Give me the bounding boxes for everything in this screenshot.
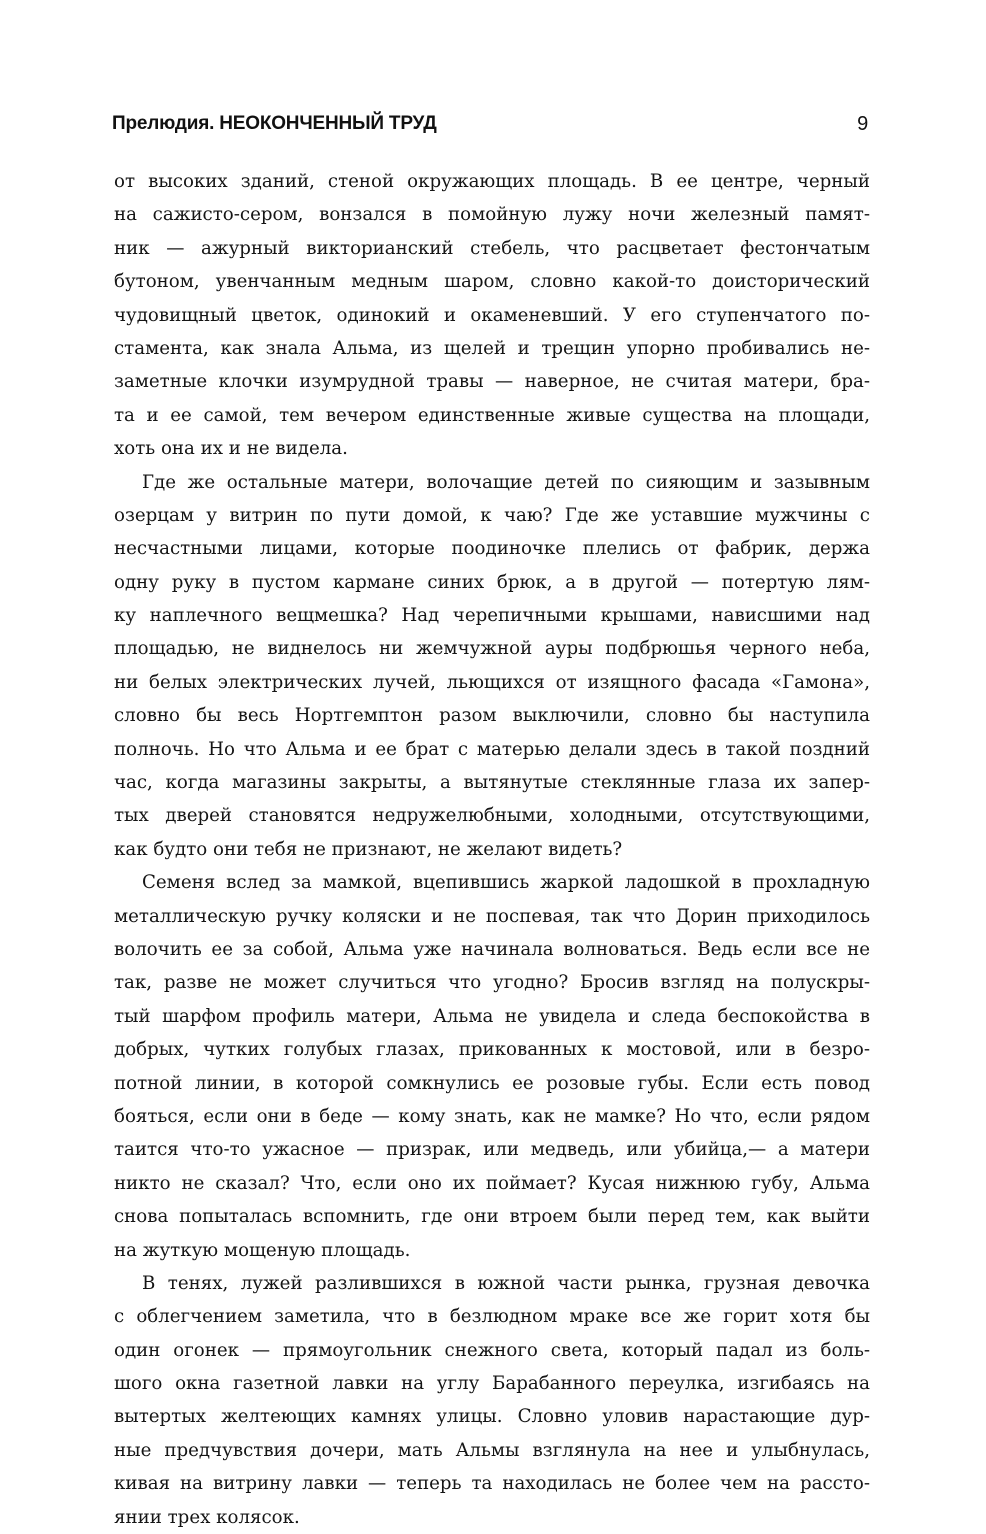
text-line: шого окна газетной лавки на углу Барабанного переулка, изгибаясь на [114,1373,870,1395]
page-number: 9 [857,113,868,135]
text-line: никто не сказал? Что, если оно их поймает? Кусая нижнюю губу, Альма [114,1172,870,1194]
text-line: хоть она их и не видела. [114,438,348,460]
text-line: кивая на витрину лавки — теперь та находилась не более чем на рассто- [114,1473,870,1495]
text-line: ку наплечного вещмешка? Над черепичными крышами, нависшими над [114,605,870,627]
text-line: тый шарфом профиль матери, Альма не увидела и следа беспокойства в [114,1005,870,1027]
paragraph [114,1267,870,1534]
text-line: час, когда магазины закрыты, а вытянутые стеклянные глаза их запер- [114,772,870,794]
text-line: Семеня вслед за мамкой, вцепившись жаркой ладошкой в прохладную [142,872,870,894]
text-line: один огонек — прямоугольник снежного света, который падал из боль- [114,1339,870,1361]
text-line: снова попыталась вспомнить, где они втроем были перед тем, как выйти [114,1206,870,1228]
text-line: Где же остальные матери, волочащие детей по сияющим и зазывным [142,471,870,493]
paragraph [114,165,870,466]
text-line: ник — ажурный викторианский стебель, что расцветает фестончатым [114,237,870,259]
text-line: янии трех колясок. [114,1506,300,1528]
text-line: на жуткую мощеную площадь. [114,1239,411,1261]
text-line: чудовищный цветок, одинокий и окаменевший. У его ступенчатого по- [114,304,870,326]
text-line: та и ее самой, тем вечером единственные живые существа на площади, [114,404,870,426]
text-line: стамента, как знала Альма, из щелей и трещин упорно пробивались не- [114,337,870,359]
chapter-title: Прелюдия. НЕОКОНЧЕННЫЙ ТРУД [112,113,437,134]
text-line: заметные клочки изумрудной травы — наверное, не считая матери, бра- [114,371,870,393]
text-line: на сажисто-сером, вонзался в помойную лужу ночи железный памят- [114,204,870,226]
paragraph [114,466,870,867]
text-line: от высоких зданий, стеной окружающих площадь. В ее центре, черный [114,171,870,192]
text-line: тых дверей становятся недружелюбными, холодными, отсутствующими, [114,805,870,827]
text-line: полночь. Но что Альма и ее брат с матерью делали здесь в такой поздний [114,738,870,760]
paragraph [114,866,870,1267]
text-line: так, разве не может случиться что угодно? Бросив взгляд на полускры- [114,972,870,994]
running-head [112,113,868,143]
text-line: с облегчением заметила, что в безлюдном мраке все же горит хотя бы [114,1306,870,1328]
text-line: ные предчувствия дочери, мать Альмы взглянула на нее и улыбнулась, [114,1439,870,1461]
body-text [114,165,870,1534]
text-line: несчастными лицами, которые поодиночке плелись от фабрик, держа [114,538,870,560]
text-line: озерцам у витрин по пути домой, к чаю? Где же уставшие мужчины с [114,504,870,526]
text-line: ни белых электрических лучей, льющихся от изящного фасада «Гамона», [114,671,870,693]
text-line: потной линии, в которой сомкнулись ее розовые губы. Если есть повод [114,1072,870,1094]
text-line: волочить ее за собой, Альма уже начинала волноваться. Ведь если все не [114,938,870,960]
text-line: словно бы весь Нортгемптон разом выключили, словно бы наступила [114,705,870,727]
text-line: бояться, если они в беде — кому знать, как не мамке? Но что, если рядом [114,1105,870,1127]
text-line: бутоном, увенчанным медным шаром, словно какой-то доисторический [114,271,870,293]
text-line: В тенях, лужей разлившихся в южной части рынка, грузная девочка [142,1272,870,1294]
text-line: как будто они тебя не признают, не желают видеть? [114,838,623,860]
text-line: вытертых желтеющих камнях улицы. Словно уловив нарастающие дур- [114,1406,870,1428]
text-line: металлическую ручку коляски и не поспевая, так что Дорин приходилось [114,905,870,927]
text-line: одну руку в пустом кармане синих брюк, а в другой — потертую лям- [114,571,870,593]
text-line: площадью, не виднелось ни жемчужной ауры подбрюшья черного неба, [114,638,870,660]
text-line: добрых, чутких голубых глазах, прикованных к мостовой, или в безро- [114,1039,870,1061]
text-line: таится что-то ужасное — призрак, или медведь, или убийца,— а матери [114,1139,870,1161]
